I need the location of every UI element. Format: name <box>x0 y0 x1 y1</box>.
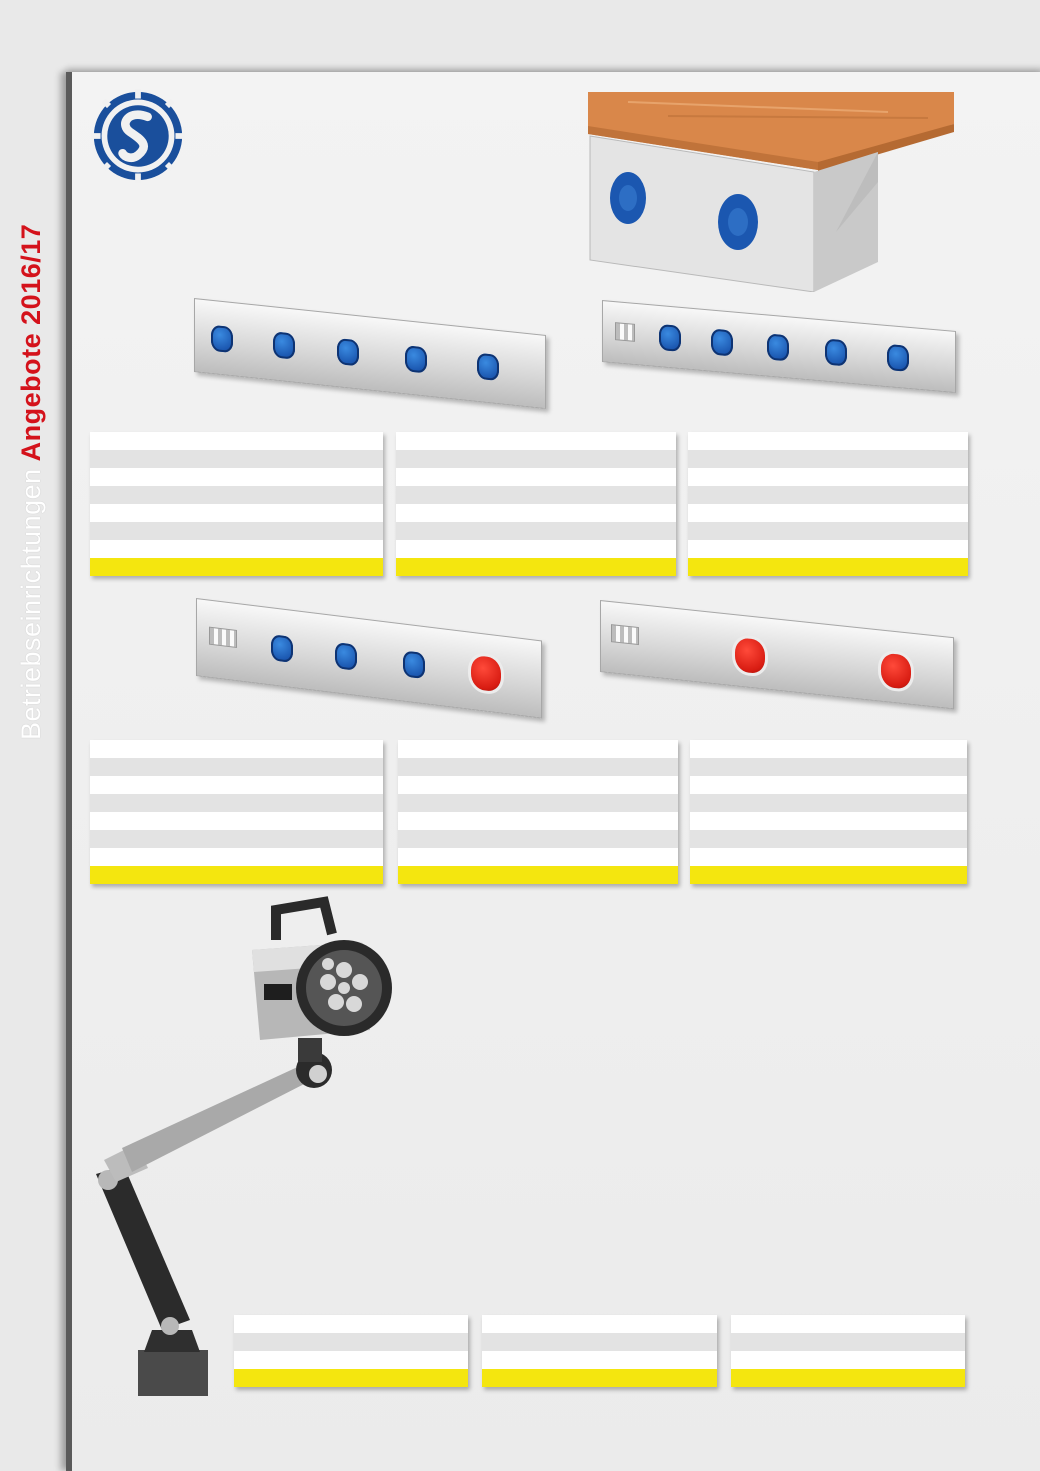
workbench-socket-image <box>588 92 954 292</box>
price-bar <box>482 1369 717 1387</box>
price-bar <box>90 558 383 576</box>
socket-blue-icon <box>405 345 427 373</box>
socket-blue-icon <box>659 324 681 352</box>
product-table-5 <box>398 740 678 884</box>
socket-blue-icon <box>211 325 233 353</box>
product-table-9 <box>731 1315 965 1387</box>
price-bar <box>688 558 968 576</box>
price-bar <box>396 558 676 576</box>
price-bar <box>690 866 967 884</box>
socket-blue-icon <box>271 634 293 663</box>
price-bar <box>731 1369 965 1387</box>
price-bar <box>398 866 678 884</box>
circuit-breaker-icon <box>615 322 635 342</box>
price-bar <box>234 1369 468 1387</box>
sidebar-title <box>16 224 47 740</box>
socket-cee-red-icon <box>881 653 911 690</box>
socket-blue-icon <box>711 329 733 357</box>
socket-blue-icon <box>335 642 357 671</box>
product-table-6 <box>690 740 967 884</box>
socket-blue-icon <box>403 650 425 679</box>
socket-blue-icon <box>477 353 499 381</box>
socket-blue-icon <box>273 331 295 359</box>
circuit-breaker-icon <box>209 627 237 648</box>
socket-blue-icon <box>767 333 789 361</box>
socket-cee-red-icon <box>471 655 501 693</box>
product-table-4 <box>90 740 383 884</box>
socket-blue-icon <box>887 344 909 372</box>
circuit-breaker-icon <box>611 624 639 645</box>
product-table-2 <box>396 432 676 576</box>
product-table-3 <box>688 432 968 576</box>
socket-cee-red-icon <box>735 637 765 674</box>
socket-blue-icon <box>825 339 847 367</box>
product-table-7 <box>234 1315 468 1387</box>
s-gear-logo-icon <box>90 88 186 184</box>
sidebar-title-grey: Betriebseinrichtungen <box>16 468 46 740</box>
sidebar-title-red: Angebote 2016/17 <box>16 223 46 462</box>
price-bar <box>90 866 383 884</box>
product-table-1 <box>90 432 383 576</box>
product-table-8 <box>482 1315 717 1387</box>
socket-blue-icon <box>337 338 359 366</box>
